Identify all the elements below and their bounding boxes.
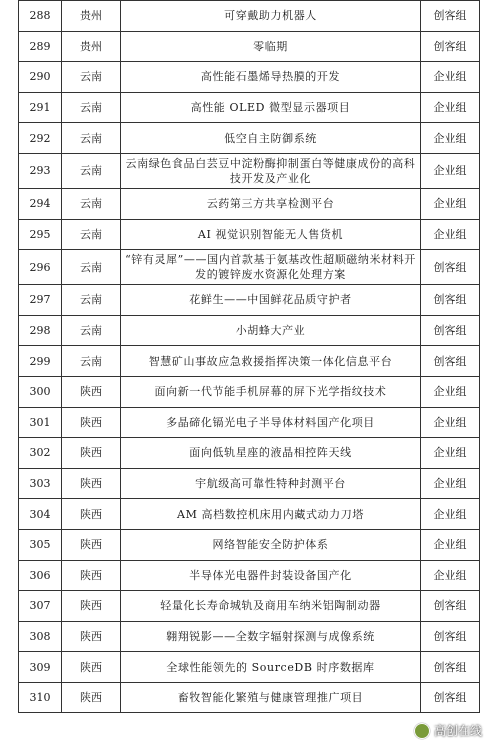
row-project-name: 零临期: [121, 31, 421, 62]
row-group: 创客组: [421, 31, 480, 62]
row-group: 创客组: [421, 285, 480, 316]
row-project-name: 云南绿色食品白芸豆中淀粉酶抑制蛋白等健康成份的高科技开发及产业化: [121, 153, 421, 188]
row-group: 创客组: [421, 591, 480, 622]
row-project-name: 畜牧智能化繁殖与健康管理推广项目: [121, 682, 421, 713]
row-number: 305: [19, 529, 62, 560]
row-province: 云南: [62, 62, 121, 93]
row-group: 企业组: [421, 188, 480, 219]
row-number: 303: [19, 468, 62, 499]
row-project-name: 翱翔锐影——全数字辐射探测与成像系统: [121, 621, 421, 652]
row-group: 创客组: [421, 1, 480, 32]
row-project-name: 低空自主防御系统: [121, 123, 421, 154]
table-row: [19, 407, 480, 438]
row-number: 301: [19, 407, 62, 438]
table-row: [19, 31, 480, 62]
row-project-name: 网络智能安全防护体系: [121, 529, 421, 560]
row-province: 陕西: [62, 591, 121, 622]
table-row: [19, 468, 480, 499]
row-number: 302: [19, 438, 62, 469]
row-project-name: AI 视觉识别智能无人售货机: [121, 219, 421, 250]
row-group: 企业组: [421, 468, 480, 499]
row-number: 309: [19, 652, 62, 683]
row-project-name: 轻量化长寿命城轨及商用车纳米铝陶制动器: [121, 591, 421, 622]
row-number: 298: [19, 315, 62, 346]
table-row: [19, 1, 480, 32]
row-province: 陕西: [62, 621, 121, 652]
row-project-name: 可穿戴助力机器人: [121, 1, 421, 32]
row-project-name: 多晶碲化镉光电子半导体材料国产化项目: [121, 407, 421, 438]
row-group: 企业组: [421, 499, 480, 530]
row-province: 陕西: [62, 376, 121, 407]
row-group: 企业组: [421, 376, 480, 407]
row-province: 陕西: [62, 499, 121, 530]
row-group: 创客组: [421, 315, 480, 346]
project-table: [18, 0, 480, 713]
row-province: 云南: [62, 153, 121, 188]
row-number: 288: [19, 1, 62, 32]
row-group: 企业组: [421, 92, 480, 123]
table-row: [19, 153, 480, 188]
row-province: 云南: [62, 346, 121, 377]
table-row: [19, 123, 480, 154]
row-number: 292: [19, 123, 62, 154]
row-project-name: 花鲜生——中国鲜花品质守护者: [121, 285, 421, 316]
row-province: 陕西: [62, 407, 121, 438]
table-row: [19, 499, 480, 530]
row-province: 云南: [62, 315, 121, 346]
row-group: 创客组: [421, 652, 480, 683]
row-group: 创客组: [421, 621, 480, 652]
row-number: 291: [19, 92, 62, 123]
table-row: [19, 250, 480, 285]
row-province: 陕西: [62, 652, 121, 683]
row-number: 300: [19, 376, 62, 407]
row-group: 企业组: [421, 219, 480, 250]
row-project-name: 半导体光电器件封装设备国产化: [121, 560, 421, 591]
row-project-name: 云药第三方共享检测平台: [121, 188, 421, 219]
row-project-name: 高性能 OLED 微型显示器项目: [121, 92, 421, 123]
row-number: 299: [19, 346, 62, 377]
table-row: [19, 438, 480, 469]
row-number: 290: [19, 62, 62, 93]
watermark: [414, 722, 482, 739]
table-row: [19, 62, 480, 93]
row-number: 308: [19, 621, 62, 652]
row-number: 294: [19, 188, 62, 219]
row-number: 306: [19, 560, 62, 591]
row-province: 云南: [62, 92, 121, 123]
row-group: 企业组: [421, 407, 480, 438]
row-province: 云南: [62, 285, 121, 316]
row-province: 陕西: [62, 529, 121, 560]
table-row: [19, 652, 480, 683]
row-number: 296: [19, 250, 62, 285]
row-project-name: 宇航级高可靠性特种封测平台: [121, 468, 421, 499]
table-row: [19, 188, 480, 219]
row-group: 企业组: [421, 560, 480, 591]
row-project-name: 智慧矿山事故应急救援指挥决策一体化信息平台: [121, 346, 421, 377]
row-province: 云南: [62, 123, 121, 154]
table-row: [19, 682, 480, 713]
row-number: 304: [19, 499, 62, 530]
row-province: 云南: [62, 250, 121, 285]
row-province: 陕西: [62, 560, 121, 591]
row-province: 陕西: [62, 682, 121, 713]
row-group: 企业组: [421, 438, 480, 469]
row-province: 陕西: [62, 438, 121, 469]
row-number: 310: [19, 682, 62, 713]
row-number: 293: [19, 153, 62, 188]
row-project-name: 高性能石墨烯导热膜的开发: [121, 62, 421, 93]
row-project-name: 面向低轨星座的液晶相控阵天线: [121, 438, 421, 469]
table-row: [19, 621, 480, 652]
row-project-name: AM 高档数控机床用内藏式动力刀塔: [121, 499, 421, 530]
row-province: 陕西: [62, 468, 121, 499]
table-row: [19, 529, 480, 560]
row-project-name: 全球性能领先的 SourceDB 时序数据库: [121, 652, 421, 683]
row-province: 贵州: [62, 1, 121, 32]
table-row: [19, 315, 480, 346]
row-group: 创客组: [421, 250, 480, 285]
row-group: 创客组: [421, 682, 480, 713]
row-group: 企业组: [421, 123, 480, 154]
watermark-text: 高创在线: [433, 724, 482, 738]
row-group: 企业组: [421, 62, 480, 93]
row-group: 企业组: [421, 529, 480, 560]
table-row: [19, 376, 480, 407]
project-table-body: [19, 1, 480, 713]
row-province: 云南: [62, 188, 121, 219]
table-row: [19, 219, 480, 250]
table-row: [19, 92, 480, 123]
table-row: [19, 346, 480, 377]
row-number: 297: [19, 285, 62, 316]
row-group: 创客组: [421, 346, 480, 377]
table-row: [19, 591, 480, 622]
row-group: 企业组: [421, 153, 480, 188]
wechat-logo-icon: [414, 723, 430, 739]
row-province: 云南: [62, 219, 121, 250]
table-row: [19, 560, 480, 591]
row-number: 307: [19, 591, 62, 622]
row-project-name: “锌有灵犀”——国内首款基于氨基改性超顺磁纳米材料开发的镀锌废水资源化处理方案: [121, 250, 421, 285]
table-row: [19, 285, 480, 316]
row-province: 贵州: [62, 31, 121, 62]
row-project-name: 小胡蜂大产业: [121, 315, 421, 346]
row-project-name: 面向新一代节能手机屏幕的屏下光学指纹技术: [121, 376, 421, 407]
row-number: 295: [19, 219, 62, 250]
row-number: 289: [19, 31, 62, 62]
